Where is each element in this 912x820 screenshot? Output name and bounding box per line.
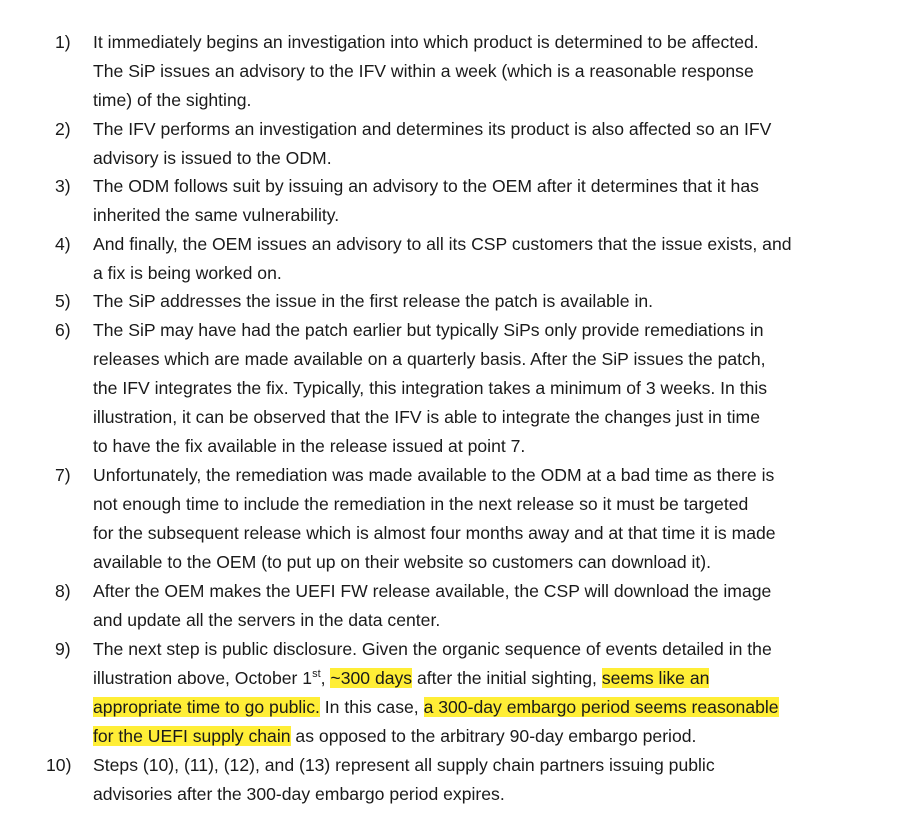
text-line: a fix is being worked on.	[93, 263, 282, 283]
text-line: available to the OEM (to put up on their website so customers can download it).	[93, 552, 712, 572]
text-line: The IFV performs an investigation and determines its product is also affected so an IFV	[93, 119, 772, 139]
text-line: It immediately begins an investigation into which product is determined to be affected.	[93, 32, 759, 52]
text-run: In this case,	[319, 697, 424, 717]
list-item-number: 7)	[55, 465, 71, 485]
text-line: Steps (10), (11), (12), and (13) represent all supply chain partners issuing public	[93, 755, 715, 775]
list-item-text	[93, 751, 893, 809]
list-item-text	[93, 577, 893, 635]
text-line: advisories after the 300-day embargo period expires.	[93, 784, 505, 804]
text-line: the IFV integrates the fix. Typically, this integration takes a minimum of 3 weeks. In this	[93, 378, 768, 398]
text-line: releases which are made available on a quarterly basis. After the SiP issues the patch,	[93, 349, 766, 369]
list-item-number: 10)	[46, 755, 72, 775]
text-run: as opposed to the arbitrary 90-day embargo period.	[290, 726, 697, 746]
text-run: after the initial sighting,	[412, 668, 602, 688]
list-item-number: 5)	[55, 291, 71, 311]
list-item-number: 1)	[55, 32, 71, 52]
text-line: for the subsequent release which is almost four months away and at that time it is made	[93, 523, 776, 543]
highlighted-text: seems like an	[601, 668, 710, 688]
text-line: Unfortunately, the remediation was made available to the ODM at a bad time as there is	[93, 465, 775, 485]
text-line: illustration, it can be observed that the IFV is able to integrate the changes just in time	[93, 407, 760, 427]
list-item-text	[93, 287, 893, 316]
list-item-number: 9)	[55, 639, 71, 659]
list-item-number: 4)	[55, 234, 71, 254]
highlighted-text: appropriate time to go public.	[93, 697, 320, 717]
text-line: to have the fix available in the release issued at point 7.	[93, 436, 526, 456]
highlighted-text: a 300-day embargo period seems reasonable	[423, 697, 779, 717]
list-item-text	[93, 172, 893, 230]
list-item-number: 3)	[55, 176, 71, 196]
text-line: The SiP addresses the issue in the first release the patch is available in.	[93, 291, 654, 311]
text-line: The SiP issues an advisory to the IFV within a week (which is a reasonable response	[93, 61, 754, 81]
list-item-number: 6)	[55, 320, 71, 340]
text-line: time) of the sighting.	[93, 90, 252, 110]
text-run: illustration above, October 1	[93, 668, 313, 688]
list-item-text	[93, 316, 893, 461]
highlighted-text: ~300 days	[330, 668, 413, 688]
text-line: and update all the servers in the data center.	[93, 610, 441, 630]
text-line: The next step is public disclosure. Given the organic sequence of events detailed in the	[93, 639, 772, 659]
highlighted-text: for the UEFI supply chain	[93, 726, 291, 746]
list-item-number: 8)	[55, 581, 71, 601]
list-item-number: 2)	[55, 119, 71, 139]
text-line	[93, 693, 893, 722]
superscript: st	[312, 668, 321, 681]
list-item-text	[93, 230, 893, 288]
list-item-text	[93, 461, 893, 577]
text-line: advisory is issued to the ODM.	[93, 148, 332, 168]
list-item-text	[93, 635, 893, 751]
text-line: After the OEM makes the UEFI FW release available, the CSP will download the image	[93, 581, 772, 601]
text-line: inherited the same vulnerability.	[93, 205, 340, 225]
text-line	[93, 722, 893, 751]
list-item-text	[93, 28, 893, 115]
text-line: The ODM follows suit by issuing an advisory to the OEM after it determines that it has	[93, 176, 759, 196]
text-run: ,	[320, 668, 331, 688]
text-line: The SiP may have had the patch earlier but typically SiPs only provide remediations in	[93, 320, 764, 340]
text-line	[93, 664, 893, 693]
text-line: And finally, the OEM issues an advisory to all its CSP customers that the issue exists, and	[93, 234, 792, 254]
text-line: not enough time to include the remediation in the next release so it must be targeted	[93, 494, 749, 514]
list-item-text	[93, 115, 893, 173]
